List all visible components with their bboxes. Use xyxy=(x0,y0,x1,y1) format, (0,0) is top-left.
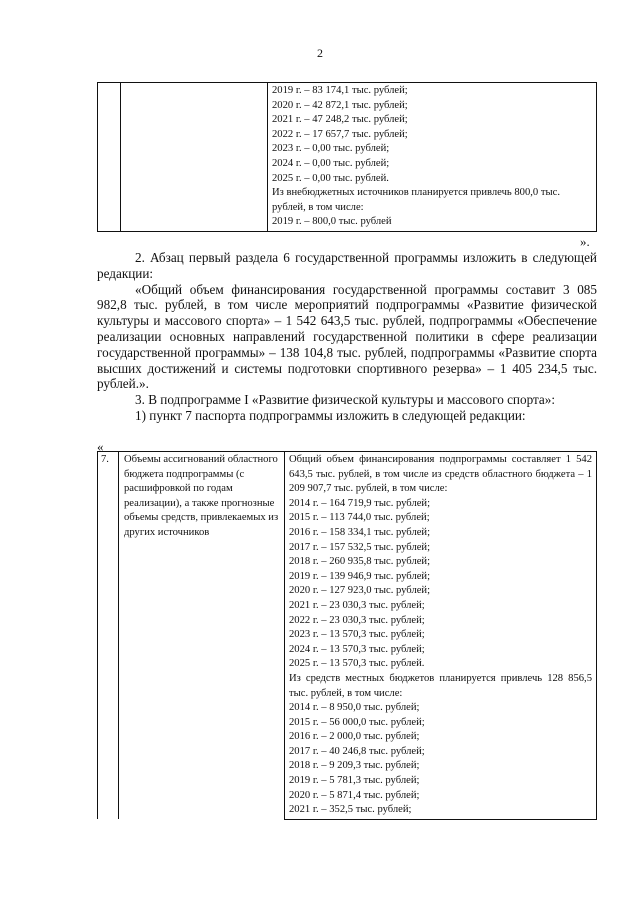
funding-line: 2020 г. – 42 872,1 тыс. рублей; xyxy=(272,99,408,111)
page-number: 2 xyxy=(317,46,323,60)
funding-line: 2016 г. – 158 334,1 тыс. рублей; xyxy=(289,526,431,538)
funding-line: 2019 г. – 5 781,3 тыс. рублей; xyxy=(289,775,420,787)
amendment-text xyxy=(97,250,597,424)
item-label: Объемы ассигнований областного бюджета подпрограммы (с расшифровкой по годам реализации), а также прогнозные объемы средств, привлекаемых из других источников xyxy=(119,452,285,820)
item-value xyxy=(285,452,597,820)
funding-line: 2021 г. – 352,5 тыс. рублей; xyxy=(289,804,412,816)
paragraph: «Общий объем финансирования государственной программы составит 3 085 982,8 тыс. рублей, в том числе мероприятий подпрограммы «Развитие физической культуры и массового спорта» – 1 542 643,5 тыс. рублей, подпрограммы «Обеспечение реализации основных направлений государственной политики в сфере реализации государственной программы» – 138 104,8 тыс. рублей, подпрограммы «Развитие спорта высших достижений и системы подготовки спортивного резерва» – 1 405 234,5 тыс. рублей.». xyxy=(97,281,597,392)
funding-line: 2025 г. – 13 570,3 тыс. рублей. xyxy=(289,658,425,670)
paragraph: 3. В подпрограмме I «Развитие физической культуры и массового спорта»: xyxy=(135,392,556,408)
funding-line: 2015 г. – 113 744,0 тыс. рублей; xyxy=(289,512,430,524)
local-funding-intro: Из средств местных бюджетов планируется привлечь 128 856,5 тыс. рублей, в том числе: xyxy=(289,672,592,699)
funding-line: 2019 г. – 139 946,9 тыс. рублей; xyxy=(289,570,431,582)
funding-line: 2022 г. – 17 657,7 тыс. рублей; xyxy=(272,128,408,140)
funding-intro: Общий объем финансирования подпрограммы составляет 1 542 643,5 тыс. рублей, в том числе из средств областного бюджета – 1 209 907,7 тыс. рублей, в том числе: xyxy=(289,454,592,495)
funding-line: 2018 г. – 260 935,8 тыс. рублей; xyxy=(289,556,431,568)
funding-line: Из внебюджетных источников планируется привлечь 800,0 тыс. рублей, в том числе: xyxy=(272,187,560,213)
funding-line: 2014 г. – 164 719,9 тыс. рублей; xyxy=(289,497,431,509)
paragraph: 1) пункт 7 паспорта подпрограммы изложить в следующей редакции: xyxy=(135,407,526,423)
item-number: 7. xyxy=(98,452,119,820)
funding-line: 2017 г. – 157 532,5 тыс. рублей; xyxy=(289,541,431,553)
closing-quote: ». xyxy=(580,234,590,249)
funding-line: 2017 г. – 40 246,8 тыс. рублей; xyxy=(289,745,425,757)
passport-table xyxy=(97,451,597,820)
funding-line: 2025 г. – 0,00 тыс. рублей. xyxy=(272,172,389,184)
continued-table xyxy=(97,82,597,232)
funding-line: 2021 г. – 23 030,3 тыс. рублей; xyxy=(289,599,425,611)
funding-line: 2021 г. – 47 248,2 тыс. рублей; xyxy=(272,114,408,126)
funding-line: 2019 г. – 83 174,1 тыс. рублей; xyxy=(272,85,408,96)
funding-line: 2018 г. – 9 209,3 тыс. рублей; xyxy=(289,760,420,772)
funding-line: 2020 г. – 5 871,4 тыс. рублей; xyxy=(289,789,420,801)
funding-cell xyxy=(268,83,597,232)
table-cell-empty xyxy=(121,83,268,232)
funding-line: 2014 г. – 8 950,0 тыс. рублей; xyxy=(289,702,420,714)
table-cell-empty xyxy=(98,83,121,232)
funding-line: 2023 г. – 13 570,3 тыс. рублей; xyxy=(289,629,425,641)
funding-line: 2022 г. – 23 030,3 тыс. рублей; xyxy=(289,614,425,626)
funding-line: 2024 г. – 0,00 тыс. рублей; xyxy=(272,157,390,169)
funding-line: 2020 г. – 127 923,0 тыс. рублей; xyxy=(289,585,431,597)
funding-line: 2023 г. – 0,00 тыс. рублей; xyxy=(272,143,390,155)
funding-line: 2015 г. – 56 000,0 тыс. рублей; xyxy=(289,716,425,728)
opening-quote: « xyxy=(97,439,104,454)
funding-line: 2024 г. – 13 570,3 тыс. рублей; xyxy=(289,643,425,655)
paragraph: 2. Абзац первый раздела 6 государственной программы изложить в следующей редакции: xyxy=(97,250,597,281)
funding-line: 2019 г. – 800,0 тыс. рублей xyxy=(272,216,392,228)
funding-line: 2016 г. – 2 000,0 тыс. рублей; xyxy=(289,731,420,743)
